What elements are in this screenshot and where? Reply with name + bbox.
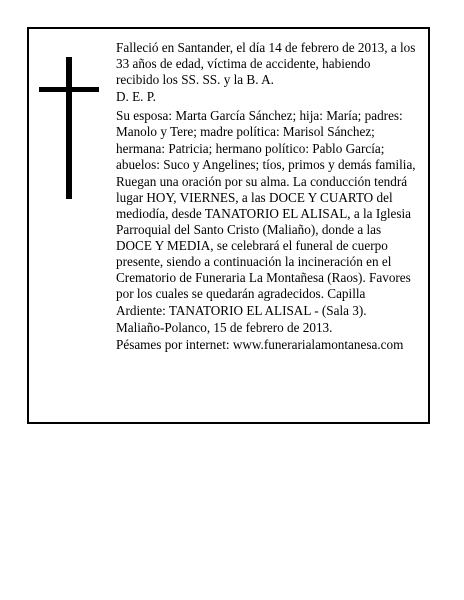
cross-horizontal-bar — [39, 87, 99, 92]
family-list: Su esposa: Marta García Sánchez; hija: María; padres: Manolo y Tere; madre política: Marisol Sánchez; hermana: Patricia; hermano político: Pablo García; abuelos: Suco y Angelines; tíos, primos y demás familia, — [116, 108, 416, 172]
ceremony-details: Ruegan una oración por su alma. La conducción tendrá lugar HOY, VIERNES, a las DOCE Y CUARTO del mediodía, desde TANATORIO EL ALISAL, a la Iglesia Parroquial del Santo Cristo (Maliaño), donde a las DOCE Y MEDIA, se celebrará el funeral de cuerpo presente, siendo a continuación la incineración en el Crematorio de Funeraria La Montañesa (Raos). Favores por los cuales se quedarán agradecidos. Capilla Ardiente: TANATORIO EL ALISAL - (Sala 3). — [116, 173, 411, 318]
online-condolences: Pésames por internet: www.funerarialamontanesa.com — [116, 336, 404, 352]
rest-in-peace: D. E. P. — [116, 89, 156, 105]
obituary-notice — [27, 27, 430, 424]
place-and-date: Maliaño-Polanco, 15 de febrero de 2013. — [116, 319, 333, 335]
death-announcement: Falleció en Santander, el día 14 de febrero de 2013, a los 33 años de edad, víctima de accidente, habiendo recibido los SS. SS. y la B. A. — [116, 40, 416, 88]
notice-text — [116, 40, 416, 353]
cross-vertical-bar — [66, 57, 72, 199]
latin-cross-icon — [39, 57, 99, 199]
